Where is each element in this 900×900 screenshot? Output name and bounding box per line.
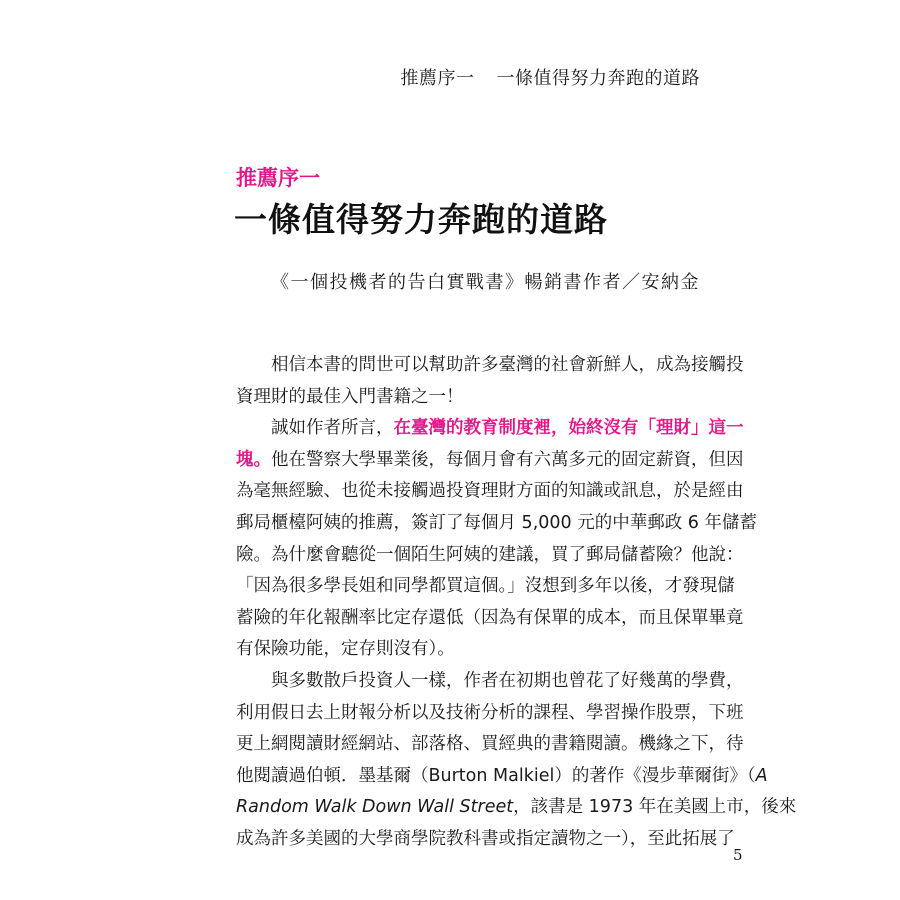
paragraph-line bbox=[236, 445, 744, 477]
text-run: ，該書是 1973 年在美國上市，後來 bbox=[513, 797, 797, 818]
italic-text: A bbox=[755, 765, 768, 786]
body-text bbox=[236, 350, 797, 856]
paragraph-line: 有保險功能，定存則沒有）。 bbox=[236, 639, 455, 660]
running-header-section-label: 推薦序一 bbox=[400, 68, 475, 89]
paragraph-line: 資理財的最佳入門書籍之一！ bbox=[236, 386, 464, 407]
paragraph-line: 利用假日去上財報分析以及技術分析的課程、學習操作股票，下班 bbox=[236, 702, 744, 723]
running-header-section-title: 一條值得努力奔跑的道路 bbox=[496, 68, 700, 89]
paragraph-line bbox=[236, 761, 768, 793]
byline: 《一個投機者的告白實戰書》暢銷書作者／安納金 bbox=[271, 272, 700, 293]
chapter-label: 推薦序一 bbox=[236, 166, 320, 190]
paragraph-line: 與多數散戶投資人一樣，作者在初期也曾花了好幾萬的學費， bbox=[271, 670, 744, 691]
paragraph-line: 蓄險的年化報酬率比定存還低（因為有保單的成本，而且保單畢竟 bbox=[236, 607, 744, 628]
paragraph-line bbox=[236, 792, 797, 824]
highlighted-text: 在臺灣的教育制度裡，始終沒有「理財」這一 bbox=[393, 418, 744, 439]
paragraph-line: 險。為什麼會聽從一個陌生阿姨的建議，買了郵局儲蓄險？他說： bbox=[236, 544, 744, 565]
paragraph-line: 相信本書的問世可以幫助許多臺灣的社會新鮮人，成為接觸投 bbox=[271, 355, 744, 375]
text-run: 誠如作者所言， bbox=[271, 418, 394, 439]
paragraph-line bbox=[236, 413, 744, 445]
chapter-title: 一條值得努力奔跑的道路 bbox=[234, 200, 608, 239]
running-header bbox=[401, 64, 701, 90]
paragraph-line: 郵局櫃檯阿姨的推薦，簽訂了每個月 5,000 元的中華郵政 6 年儲蓄 bbox=[236, 512, 757, 533]
text-run: 他閱讀過伯頓．墨基爾（Burton Malkiel）的著作《漫步華爾街》（ bbox=[236, 765, 756, 786]
italic-text: Random Walk Down Wall Street bbox=[236, 797, 514, 818]
paragraph-line: 成為許多美國的大學商學院教科書或指定讀物之一），至此拓展了 bbox=[236, 828, 735, 849]
text-run: 他在警察大學畢業後，每個月會有六萬多元的固定薪資，但因 bbox=[271, 449, 744, 470]
page-number: 5 bbox=[733, 846, 743, 864]
paragraph-line: 更上網閱讀財經網站、部落格、買經典的書籍閱讀。機緣之下，待 bbox=[236, 734, 744, 755]
paragraph-line: 為毫無經驗、也從未接觸過投資理財方面的知識或訊息，於是經由 bbox=[236, 481, 744, 502]
highlighted-text: 塊。 bbox=[236, 449, 271, 470]
paragraph-line: 「因為很多學長姐和同學都買這個。」沒想到多年以後，才發現儲 bbox=[236, 576, 735, 597]
